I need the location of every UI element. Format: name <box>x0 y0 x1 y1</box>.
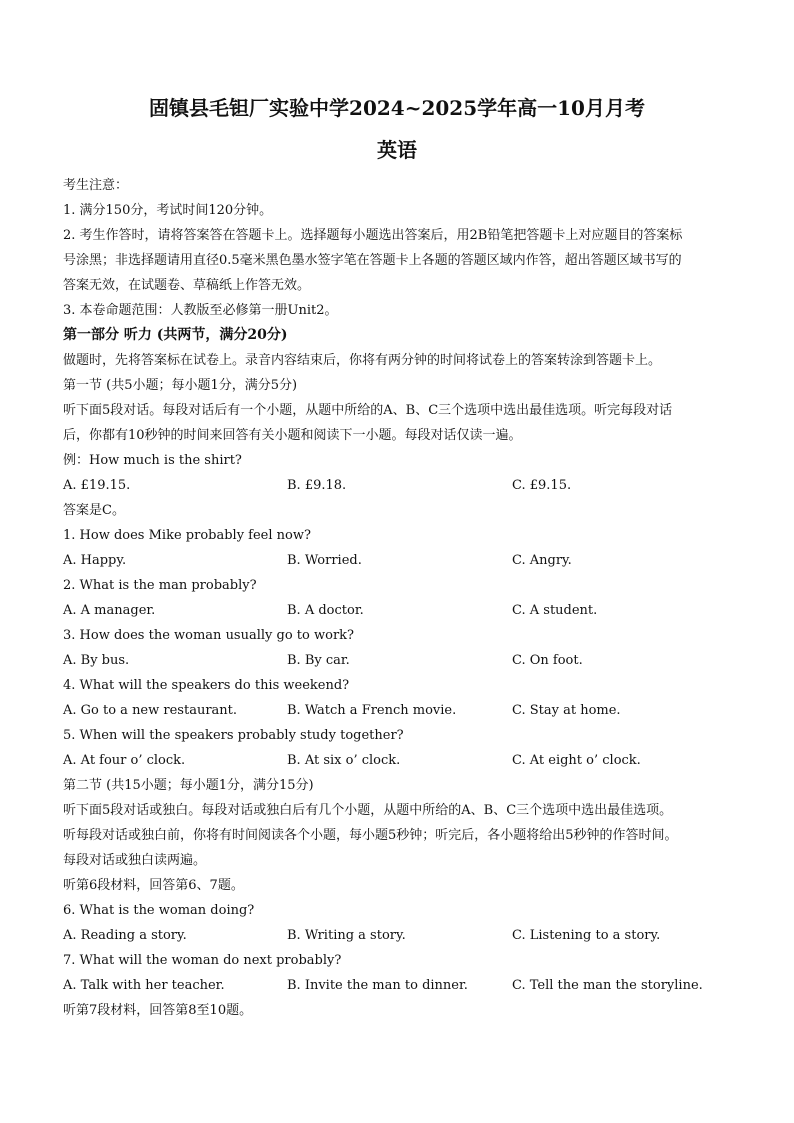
question-3-option-b: B. By car. <box>287 653 350 668</box>
question-5-option-c: C. At eight o’ clock. <box>512 753 641 768</box>
section1-instruction-line-2: 后，你都有10秒钟的时间来回答有关小题和阅读下一小题。每段对话仅读一遍。 <box>63 428 522 443</box>
question-7-option-c: C. Tell the man the storyline. <box>512 978 703 993</box>
question-5-option-b: B. At six o’ clock. <box>287 753 401 768</box>
question-4: 4. What will the speakers do this weekend? <box>63 678 350 693</box>
question-6-option-b: B. Writing a story. <box>287 928 406 943</box>
question-2-option-c: C. A student. <box>512 603 598 618</box>
question-2-option-a: A. A manager. <box>63 603 156 618</box>
notice-item-2-line-1: 2. 考生作答时，请将答案答在答题卡上。选择题每小题选出答案后，用2B铅笔把答题卡上对应题目的答案标 <box>63 228 683 243</box>
question-4-option-a: A. Go to a new restaurant. <box>63 703 238 718</box>
example-answer: 答案是C。 <box>63 503 125 518</box>
question-1-option-a: A. Happy. <box>63 553 127 568</box>
example-option-c: C. £9.15. <box>512 478 572 493</box>
question-5: 5. When will the speakers probably study together? <box>63 728 404 743</box>
question-5-options <box>63 748 735 773</box>
section2-instruction-line-3: 每段对话或独白读两遍。 <box>63 853 207 868</box>
example-option-a: A. £19.15. <box>63 478 131 493</box>
question-2: 2. What is the man probably? <box>63 578 257 593</box>
exam-content <box>63 173 735 1023</box>
question-7-option-a: A. Talk with her teacher. <box>63 978 225 993</box>
notice-item-2-line-2: 号涂黑；非选择题请用直径0.5毫米黑色墨水签字笔在答题卡上各题的答题区域内作答，超出答题区域书写的 <box>63 253 682 268</box>
example-options <box>63 473 735 498</box>
material-6-heading: 听第6段材料，回答第6、7题。 <box>63 878 244 893</box>
question-7: 7. What will the woman do next probably? <box>63 953 342 968</box>
section2-heading: 第二节 (共15小题；每小题1分，满分15分) <box>63 778 314 793</box>
question-7-option-b: B. Invite the man to dinner. <box>287 978 468 993</box>
notice-item-3: 3. 本卷命题范围：人教版至必修第一册Unit2。 <box>63 303 338 318</box>
question-1-option-b: B. Worried. <box>287 553 362 568</box>
question-2-options <box>63 598 735 623</box>
notice-item-2-line-3: 答案无效，在试题卷、草稿纸上作答无效。 <box>63 278 311 293</box>
question-1-options <box>63 548 735 573</box>
example-question: 例：How much is the shirt? <box>63 453 242 468</box>
section2-instruction-line-2: 听每段对话或独白前，你将有时间阅读各个小题，每小题5秒钟；听完后，各小题将给出5秒钟的作答时间。 <box>63 828 678 843</box>
question-3-option-c: C. On foot. <box>512 653 583 668</box>
example-option-b: B. £9.18. <box>287 478 347 493</box>
question-3: 3. How does the woman usually go to work? <box>63 628 355 643</box>
question-4-options <box>63 698 735 723</box>
section2-instruction-line-1: 听下面5段对话或独白。每段对话或独白后有几个小题，从题中所给的A、B、C三个选项中选出最佳选项。 <box>63 803 673 818</box>
part1-instruction: 做题时，先将答案标在试卷上。录音内容结束后，你将有两分钟的时间将试卷上的答案转涂到答题卡上。 <box>63 353 662 368</box>
question-3-options <box>63 648 735 673</box>
question-1: 1. How does Mike probably feel now? <box>63 528 311 543</box>
question-6-option-c: C. Listening to a story. <box>512 928 661 943</box>
question-6-option-a: A. Reading a story. <box>63 928 187 943</box>
exam-title: 固镇县毛钽厂实验中学2024~2025学年高一10月月考 <box>149 96 645 120</box>
question-4-option-c: C. Stay at home. <box>512 703 621 718</box>
question-4-option-b: B. Watch a French movie. <box>287 703 457 718</box>
exam-subject: 英语 <box>377 138 417 162</box>
question-7-options <box>63 973 735 998</box>
notice-item-1: 1. 满分150分，考试时间120分钟。 <box>63 203 273 218</box>
notice-heading: 考生注意： <box>63 178 129 193</box>
part1-heading: 第一部分 听力 (共两节，满分20分) <box>63 327 288 343</box>
question-6: 6. What is the woman doing? <box>63 903 255 918</box>
material-7-heading: 听第7段材料，回答第8至10题。 <box>63 1003 253 1018</box>
question-5-option-a: A. At four o’ clock. <box>63 753 186 768</box>
question-3-option-a: A. By bus. <box>63 653 130 668</box>
question-6-options <box>63 923 735 948</box>
section1-heading: 第一节 (共5小题；每小题1分，满分5分) <box>63 378 298 393</box>
question-1-option-c: C. Angry. <box>512 553 572 568</box>
question-2-option-b: B. A doctor. <box>287 603 364 618</box>
section1-instruction-line-1: 听下面5段对话。每段对话后有一个小题，从题中所给的A、B、C三个选项中选出最佳选项。听完每段对话 <box>63 403 673 418</box>
